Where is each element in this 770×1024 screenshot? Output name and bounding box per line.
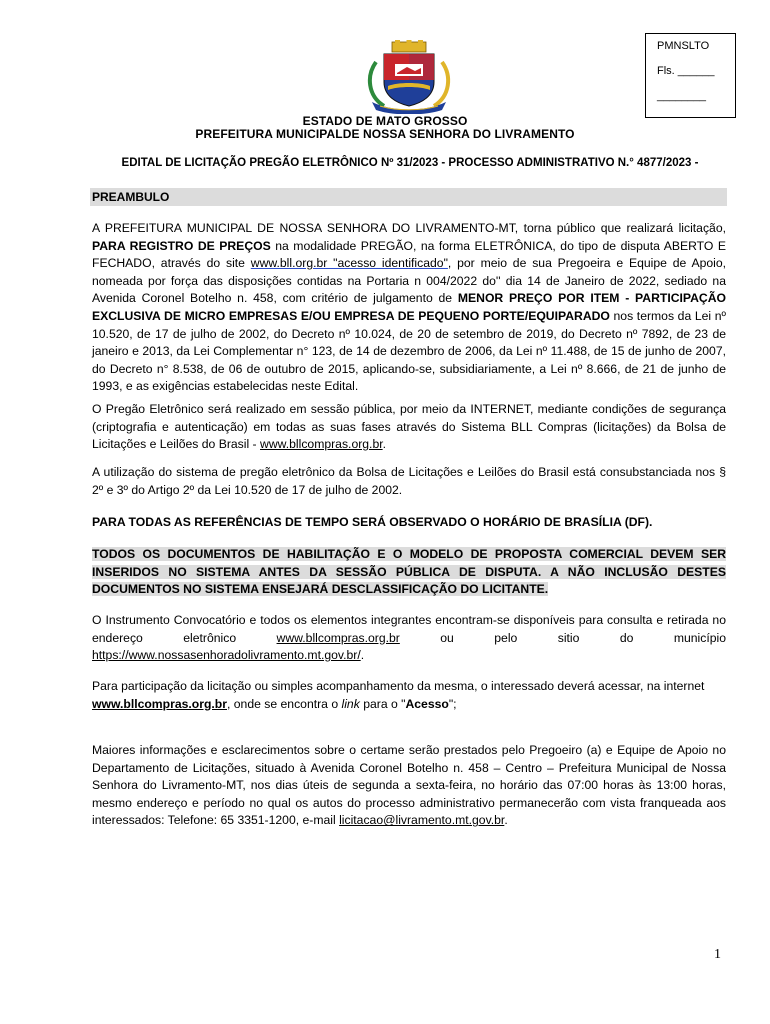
paragraph-horario-brasilia: PARA TODAS AS REFERÊNCIAS DE TEMPO SERÁ OBSERVADO O HORÁRIO DE BRASÍLIA (DF).: [92, 515, 653, 529]
email-link[interactable]: licitacao@livramento.mt.gov.br: [339, 813, 505, 828]
edital-title: EDITAL DE LICITAÇÃO PREGÃO ELETRÔNICO Nº 31/2023 - PROCESSO ADMINISTRATIVO N.° 4877/2023 -: [121, 157, 699, 169]
paragraph-pregao-internet: O Pregão Eletrônico será realizado em sessão pública, por meio da INTERNET, mediante condições de segurança (criptografia e autenticação) em todas as suas fases através do Sistema BLL Compras (licitações) da Bolsa de Licitações e Leilões do Brasil - www.bllcompras.org.br.: [92, 402, 726, 452]
bllcompras-link[interactable]: www.bllcompras.org.br: [260, 437, 383, 452]
page-number: 1: [714, 947, 721, 962]
criterio-julgamento-text: MENOR PREÇO POR ITEM - PARTICIPAÇÃO EXCLUSIVA DE MICRO EMPRESAS E/OU EMPRESA DE PEQUENO PORTE/EQUIPARADO: [92, 291, 726, 323]
section-heading-preambulo: PREAMBULO: [90, 188, 727, 206]
municipality-site-link[interactable]: https://www.nossasenhoradolivramento.mt.gov.br/: [92, 648, 361, 663]
paragraph-informacoes: Maiores informações e esclarecimentos sobre o certame serão prestados pelo Pregoeiro (a) e Equipe de Apoio no Departamento de Licitações, situado à Avenida Coronel Botelho n. 458 – Centro – Prefeitura Municipal de Nossa Senhora do Livramento-MT, nos dias úteis de segunda a sexta-feira, no horário das 07:00 horas às 13:00 horas, mesmo endereço e período no qual os autos do processo administrativo permanecerão com vista franqueada aos interessados: Telefone: 65 3351-1200, e-mail licitacao@livramento.mt.gov.br.: [92, 743, 726, 828]
registro-precos-text: PARA REGISTRO DE PREÇOS: [92, 238, 271, 253]
paragraph-sistema-bll: A utilização do sistema de pregão eletrônico da Bolsa de Licitações e Leilões do Brasil está consubstanciada nos § 2º e 3º do Artigo 2º da Lei 10.520 de 17 de julho de 2002.: [92, 465, 726, 497]
stamp-folio: Fls. ______: [657, 65, 715, 77]
municipality-heading: PREFEITURA MUNICIPALDE NOSSA SENHORA DO LIVRAMENTO: [195, 127, 575, 141]
state-heading: ESTADO DE MATO GROSSO: [302, 114, 468, 128]
paragraph-intro: A PREFEITURA MUNICIPAL DE NOSSA SENHORA DO LIVRAMENTO-MT, torna público que realizará licitação, PARA REGISTRO DE PREÇOS na modalidade PREGÃO, na forma ELETRÔNICA, do tipo de disputa ABERTO E FECHADO, através do site www.bll.org.br "acesso identificado", por meio de sua Pregoeira e Equipe de Apoio, nomeada por força das disposições contidas na Portaria n 004/2022 do'' dia 14 de Janeiro de 2022, sediado na Avenida Coronel Botelho n. 458, com critério de julgamento de MENOR PREÇO POR ITEM - PARTICIPAÇÃO EXCLUSIVA DE MICRO EMPRESAS E/OU EMPRESA DE PEQUENO PORTE/EQUIPARADO nos termos da Lei nº 10.520, de 17 de julho de 2002, do Decreto nº 10.024, de 20 de setembro de 2019, do Decreto nº 7892, de 23 de janeiro e 2013, da Lei Complementar n° 123, de 14 de dezembro de 2006, da Lei nº 11.488, de 15 de junho de 2007, do Decreto n° 8.538, de 06 de outubro de 2015, aplicando-se, subsidiariamente, a Lei nº 8.666, de 21 de junho de 1993, e as exigências estabelecidas neste Edital.: [92, 221, 727, 394]
bllcompras-link[interactable]: www.bllcompras.org.br: [92, 696, 227, 711]
paragraph-documentos-habilitacao: TODOS OS DOCUMENTOS DE HABILITAÇÃO E O MODELO DE PROPOSTA COMERCIAL DEVEM SER INSERIDOS NO SISTEMA ANTES DA SESSÃO PÚBLICA DE DISPUTA. A NÃO INCLUSÃO DESTES DOCUMENTOS NO SISTEMA ENSEJARÁ DESCLASSIFICAÇÃO DO LICITANTE.: [92, 547, 726, 597]
stamp-code: PMNSLTO: [657, 40, 710, 52]
bllcompras-link[interactable]: www.bllcompras.org.br: [276, 630, 400, 645]
stamp-signature-line: ________: [657, 90, 706, 102]
protocol-stamp: [645, 33, 736, 118]
bll-site-link[interactable]: www.bll.org.br "acesso identificado": [250, 256, 448, 271]
coat-of-arms-icon: [362, 40, 456, 114]
paragraph-instrumento-convocatorio: O Instrumento Convocatório e todos os elementos integrantes encontram-se disponíveis para consulta e retirada no endereço eletrônico www.bllcompras.org.br ou pelo sitio do município https://www.nossasenhoradolivramento.mt.gov.br/.: [92, 613, 727, 663]
paragraph-participacao: Para participação da licitação ou simples acompanhamento da mesma, o interessado deverá acessar, na internet www.bllcompras.org.br, onde se encontra o link para o "Acesso";: [92, 679, 705, 711]
